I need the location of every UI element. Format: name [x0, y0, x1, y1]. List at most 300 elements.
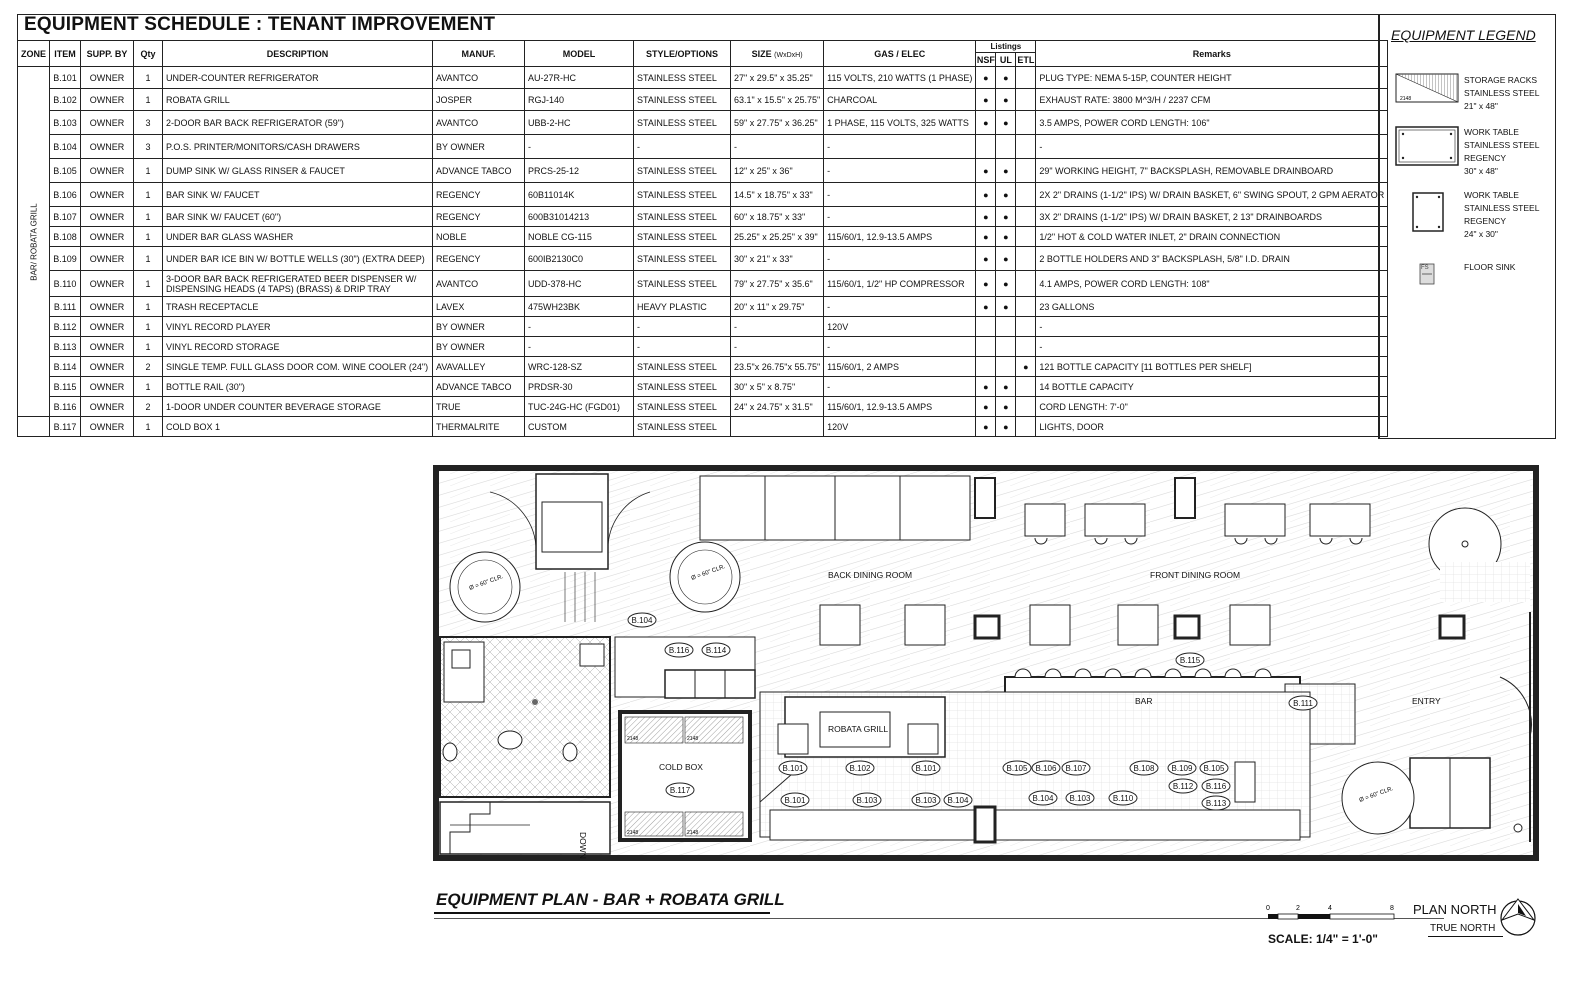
table-row — [18, 417, 1388, 437]
legend-line: WORK TABLE — [1464, 190, 1519, 200]
manufacturer-cell: NOBLE — [433, 227, 525, 247]
header-style: STYLE/OPTIONS — [634, 41, 731, 67]
legend-line: 24" x 30" — [1464, 229, 1498, 239]
description-cell: BOTTLE RAIL (30") — [163, 377, 433, 397]
schedule-title: EQUIPMENT SCHEDULE : TENANT IMPROVEMENT — [24, 14, 496, 35]
description-cell: COLD BOX 1 — [163, 417, 433, 437]
gas-elec-cell: - — [824, 297, 976, 317]
legend-item-label — [1464, 74, 1539, 113]
model-cell: CUSTOM — [525, 417, 634, 437]
remarks-cell: 23 GALLONS — [1036, 297, 1388, 317]
remarks-cell: 14 BOTTLE CAPACITY — [1036, 377, 1388, 397]
gas-elec-cell: CHARCOAL — [824, 89, 976, 111]
schedule-body — [18, 67, 1388, 437]
svg-text:B.105: B.105 — [1006, 764, 1028, 773]
supplier-cell: OWNER — [81, 183, 134, 207]
svg-text:B.117: B.117 — [669, 786, 691, 795]
equipment-tag — [1202, 779, 1230, 793]
table-row — [18, 271, 1388, 297]
legend-item-label — [1464, 261, 1515, 274]
style-cell: - — [634, 337, 731, 357]
model-cell: NOBLE CG-115 — [525, 227, 634, 247]
supplier-cell: OWNER — [81, 417, 134, 437]
ul-cell — [996, 317, 1016, 337]
ul-cell: ● — [996, 271, 1016, 297]
equipment-tag — [944, 793, 972, 807]
bar-label: BAR — [1135, 696, 1153, 706]
svg-text:2148: 2148 — [687, 736, 699, 742]
work-table-icon — [1396, 127, 1458, 165]
qty-cell: 1 — [134, 247, 163, 271]
nsf-cell — [976, 357, 996, 377]
supplier-cell: OWNER — [81, 317, 134, 337]
svg-text:2148: 2148 — [627, 830, 639, 836]
model-cell: - — [525, 337, 634, 357]
header-item: ITEM — [50, 41, 81, 67]
gas-elec-cell: 1 PHASE, 115 VOLTS, 325 WATTS — [824, 111, 976, 135]
item-cell: B.112 — [50, 317, 81, 337]
nsf-cell: ● — [976, 159, 996, 183]
qty-cell: 3 — [134, 135, 163, 159]
model-cell: PRDSR-30 — [525, 377, 634, 397]
size-cell: - — [731, 317, 824, 337]
ul-cell: ● — [996, 89, 1016, 111]
clearance-note: Ø = 60" CLR. — [468, 574, 505, 592]
size-cell: - — [731, 337, 824, 357]
nsf-cell — [976, 337, 996, 357]
description-cell: TRASH RECEPTACLE — [163, 297, 433, 317]
remarks-cell: EXHAUST RATE: 3800 M^3/H / 2237 CFM — [1036, 89, 1388, 111]
gas-elec-cell: - — [824, 183, 976, 207]
remarks-cell: PLUG TYPE: NEMA 5-15P, COUNTER HEIGHT — [1036, 67, 1388, 89]
nsf-cell: ● — [976, 377, 996, 397]
ul-cell: ● — [996, 417, 1016, 437]
true-north-label: TRUE NORTH — [1430, 923, 1496, 934]
etl-cell — [1016, 377, 1036, 397]
table-row — [18, 297, 1388, 317]
description-cell: BAR SINK W/ FAUCET (60") — [163, 207, 433, 227]
style-cell: STAINLESS STEEL — [634, 183, 731, 207]
etl-cell — [1016, 183, 1036, 207]
header-size: SIZE (WxDxH) — [731, 41, 824, 67]
gas-elec-cell: 115 VOLTS, 210 WATTS (1 PHASE) — [824, 67, 976, 89]
qty-cell: 2 — [134, 357, 163, 377]
description-cell: 2-DOOR BAR BACK REFRIGERATOR (59") — [163, 111, 433, 135]
etl-cell — [1016, 67, 1036, 89]
svg-text:Ø = 60" CLR.: Ø = 60" CLR. — [690, 564, 727, 582]
supplier-cell: OWNER — [81, 357, 134, 377]
cold-box-label: COLD BOX — [659, 762, 703, 772]
ul-cell: ● — [996, 67, 1016, 89]
ul-cell: ● — [996, 207, 1016, 227]
manufacturer-cell: AVAVALLEY — [433, 357, 525, 377]
remarks-cell: 29" WORKING HEIGHT, 7" BACKSPLASH, REMOVABLE DRAINBOARD — [1036, 159, 1388, 183]
model-cell: PRCS-25-12 — [525, 159, 634, 183]
model-cell: AU-27R-HC — [525, 67, 634, 89]
remarks-cell: 3.5 AMPS, POWER CORD LENGTH: 106" — [1036, 111, 1388, 135]
qty-cell: 1 — [134, 159, 163, 183]
item-cell: B.116 — [50, 397, 81, 417]
header-etl: ETL — [1017, 54, 1035, 65]
entry-label: ENTRY — [1412, 696, 1441, 706]
size-cell: 25.25" x 25.25" x 39" — [731, 227, 824, 247]
supplier-cell: OWNER — [81, 111, 134, 135]
equipment-tag — [1168, 761, 1196, 775]
qty-cell: 1 — [134, 67, 163, 89]
size-cell: 14.5" x 18.75" x 33" — [731, 183, 824, 207]
style-cell: STAINLESS STEEL — [634, 89, 731, 111]
etl-cell — [1016, 247, 1036, 271]
table-row — [18, 357, 1388, 377]
equipment-tag — [779, 761, 807, 775]
etl-cell — [1016, 89, 1036, 111]
model-cell: - — [525, 317, 634, 337]
rack-code: 2148 — [1400, 96, 1412, 102]
nsf-cell: ● — [976, 397, 996, 417]
svg-text:B.113: B.113 — [1205, 799, 1227, 808]
style-cell: STAINLESS STEEL — [634, 357, 731, 377]
etl-cell — [1016, 207, 1036, 227]
model-cell: - — [525, 135, 634, 159]
equipment-tag — [912, 793, 940, 807]
scale-label: SCALE: 1/4" = 1'-0" — [1268, 932, 1378, 946]
svg-text:B.116: B.116 — [668, 646, 690, 655]
zone-cell — [18, 417, 50, 437]
nsf-cell: ● — [976, 271, 996, 297]
table-row — [18, 337, 1388, 357]
style-cell: STAINLESS STEEL — [634, 67, 731, 89]
nsf-cell: ● — [976, 297, 996, 317]
etl-cell — [1016, 397, 1036, 417]
equipment-tag — [1289, 696, 1317, 710]
manufacturer-cell: REGENCY — [433, 247, 525, 271]
style-cell: STAINLESS STEEL — [634, 271, 731, 297]
etl-cell: ● — [1016, 357, 1036, 377]
size-cell: - — [731, 135, 824, 159]
equipment-floor-plan — [430, 462, 1550, 867]
scale-tick: 8 — [1390, 905, 1394, 912]
table-row — [18, 207, 1388, 227]
equipment-tag — [912, 761, 940, 775]
size-cell: 12" x 25" x 36" — [731, 159, 824, 183]
equipment-tag — [702, 643, 730, 657]
header-ul: UL — [996, 53, 1016, 67]
size-cell: 24" x 24.75" x 31.5" — [731, 397, 824, 417]
gas-elec-cell: 115/60/1, 1/2" HP COMPRESSOR — [824, 271, 976, 297]
remarks-cell: - — [1036, 135, 1388, 159]
size-cell: 63.1" x 15.5" x 25.75" — [731, 89, 824, 111]
equipment-tag — [1032, 761, 1060, 775]
qty-cell: 1 — [134, 297, 163, 317]
plan-title-underline — [434, 912, 770, 914]
equipment-tag — [628, 613, 656, 627]
style-cell: STAINLESS STEEL — [634, 377, 731, 397]
etl-cell — [1016, 111, 1036, 135]
model-cell: RGJ-140 — [525, 89, 634, 111]
ul-cell — [996, 135, 1016, 159]
svg-text:B.107: B.107 — [1065, 764, 1087, 773]
model-cell: 475WH23BK — [525, 297, 634, 317]
description-cell: BAR SINK W/ FAUCET — [163, 183, 433, 207]
svg-text:B.101: B.101 — [784, 796, 806, 805]
description-cell: SINGLE TEMP. FULL GLASS DOOR COM. WINE COOLER (24") — [163, 357, 433, 377]
down-label: DOWN — [578, 832, 588, 859]
zone-cell — [18, 67, 50, 417]
equipment-tag — [1200, 761, 1228, 775]
nsf-cell: ● — [976, 67, 996, 89]
supplier-cell: OWNER — [81, 247, 134, 271]
manufacturer-cell: REGENCY — [433, 207, 525, 227]
legend-line: REGENCY — [1464, 153, 1507, 163]
header-zone: ZONE — [18, 41, 50, 67]
manufacturer-cell: REGENCY — [433, 183, 525, 207]
remarks-cell: 3X 2" DRAINS (1-1/2" IPS) W/ DRAIN BASKET, 2 13" DRAINBOARDS — [1036, 207, 1388, 227]
scale-tick: 2 — [1296, 905, 1300, 912]
manufacturer-cell: THERMALRITE — [433, 417, 525, 437]
nsf-cell: ● — [976, 183, 996, 207]
manufacturer-cell: AVANTCO — [433, 271, 525, 297]
ul-cell: ● — [996, 377, 1016, 397]
header-listings: Listings — [976, 41, 1036, 53]
item-cell: B.114 — [50, 357, 81, 377]
style-cell: HEAVY PLASTIC — [634, 297, 731, 317]
work-table-small-icon — [1413, 193, 1443, 231]
stair-area — [440, 802, 610, 859]
manufacturer-cell: AVANTCO — [433, 111, 525, 135]
manufacturer-cell: BY OWNER — [433, 317, 525, 337]
nsf-cell: ● — [976, 207, 996, 227]
nsf-cell — [976, 135, 996, 159]
plan-title: EQUIPMENT PLAN - BAR + ROBATA GRILL — [436, 890, 785, 909]
qty-cell: 1 — [134, 337, 163, 357]
manufacturer-cell: BY OWNER — [433, 135, 525, 159]
style-cell: STAINLESS STEEL — [634, 159, 731, 183]
ul-cell: ● — [996, 111, 1016, 135]
item-cell: B.115 — [50, 377, 81, 397]
item-cell: B.106 — [50, 183, 81, 207]
equipment-tag — [1109, 791, 1137, 805]
table-row — [18, 183, 1388, 207]
qty-cell: 1 — [134, 227, 163, 247]
item-cell: B.117 — [50, 417, 81, 437]
qty-cell: 1 — [134, 89, 163, 111]
manufacturer-cell: TRUE — [433, 397, 525, 417]
description-cell: VINYL RECORD STORAGE — [163, 337, 433, 357]
svg-text:B.112: B.112 — [1172, 782, 1194, 791]
equipment-tag — [846, 761, 874, 775]
table-row — [18, 397, 1388, 417]
ul-cell: ● — [996, 159, 1016, 183]
table-row — [18, 135, 1388, 159]
plan-north-label: PLAN NORTH — [1413, 902, 1497, 917]
qty-cell: 1 — [134, 271, 163, 297]
legend-line: STAINLESS STEEL — [1464, 203, 1540, 213]
svg-text:B.111: B.111 — [1293, 699, 1313, 708]
svg-text:B.115: B.115 — [1179, 656, 1201, 665]
size-cell: 30" x 21" x 33" — [731, 247, 824, 271]
remarks-cell: - — [1036, 337, 1388, 357]
table-row — [18, 89, 1388, 111]
header-description: DESCRIPTION — [163, 41, 433, 67]
size-cell: 59" x 27.75" x 36.25" — [731, 111, 824, 135]
header-qty: Qty — [134, 41, 163, 67]
header-model: MODEL — [525, 41, 634, 67]
gas-elec-cell: - — [824, 377, 976, 397]
svg-text:B.103: B.103 — [1069, 794, 1091, 803]
item-cell: B.108 — [50, 227, 81, 247]
header-nsf: NSF — [976, 54, 995, 65]
legend-line: STAINLESS STEEL — [1464, 88, 1540, 98]
legend-line: STAINLESS STEEL — [1464, 140, 1540, 150]
supplier-cell: OWNER — [81, 159, 134, 183]
legend-line: 21" x 48" — [1464, 101, 1498, 111]
header-manufacturer: MANUF. — [433, 41, 525, 67]
etl-cell — [1016, 271, 1036, 297]
style-cell: - — [634, 135, 731, 159]
legend-line: 30" x 48" — [1464, 166, 1498, 176]
nsf-cell: ● — [976, 417, 996, 437]
ul-cell: ● — [996, 227, 1016, 247]
etl-cell — [1016, 227, 1036, 247]
cold-box-walkin — [620, 712, 750, 840]
qty-cell: 1 — [134, 183, 163, 207]
item-cell: B.109 — [50, 247, 81, 271]
qty-cell: 2 — [134, 397, 163, 417]
qty-cell: 3 — [134, 111, 163, 135]
item-cell: B.107 — [50, 207, 81, 227]
size-cell: 23.5"x 26.75"x 55.75" — [731, 357, 824, 377]
equipment-tag — [1169, 779, 1197, 793]
model-cell: UBB-2-HC — [525, 111, 634, 135]
etl-cell — [1016, 317, 1036, 337]
legend-line: FLOOR SINK — [1464, 262, 1516, 272]
gas-elec-cell: - — [824, 207, 976, 227]
scale-tick: 0 — [1266, 905, 1270, 912]
remarks-cell: - — [1036, 317, 1388, 337]
supplier-cell: OWNER — [81, 227, 134, 247]
nsf-cell: ● — [976, 111, 996, 135]
equipment-tag — [1066, 791, 1094, 805]
equipment-tag — [666, 783, 694, 797]
table-row — [18, 67, 1388, 89]
supplier-cell: OWNER — [81, 377, 134, 397]
description-cell: P.O.S. PRINTER/MONITORS/CASH DRAWERS — [163, 135, 433, 159]
gas-elec-cell: 120V — [824, 417, 976, 437]
etl-cell — [1016, 337, 1036, 357]
style-cell: STAINLESS STEEL — [634, 247, 731, 271]
qty-cell: 1 — [134, 207, 163, 227]
header-remarks: Remarks — [1036, 41, 1388, 67]
qty-cell: 1 — [134, 417, 163, 437]
size-cell: 20" x 11" x 29.75" — [731, 297, 824, 317]
item-cell: B.102 — [50, 89, 81, 111]
north-underline — [1428, 936, 1503, 937]
north-arrow-icon — [1496, 896, 1540, 940]
legend-line: WORK TABLE — [1464, 127, 1519, 137]
item-cell: B.113 — [50, 337, 81, 357]
model-cell: TUC-24G-HC (FGD01) — [525, 397, 634, 417]
style-cell: STAINLESS STEEL — [634, 227, 731, 247]
model-cell: 60B11014K — [525, 183, 634, 207]
equipment-tag — [1176, 653, 1204, 667]
gas-elec-cell: - — [824, 159, 976, 183]
legend-line: REGENCY — [1464, 216, 1507, 226]
header-gas-elec: GAS / ELEC — [824, 41, 976, 67]
ul-cell: ● — [996, 297, 1016, 317]
gas-elec-cell: - — [824, 247, 976, 271]
table-row — [18, 111, 1388, 135]
back-dining-room-label: BACK DINING ROOM — [828, 570, 913, 580]
item-cell: B.105 — [50, 159, 81, 183]
nsf-cell: ● — [976, 227, 996, 247]
table-row — [18, 247, 1388, 271]
remarks-cell: 121 BOTTLE CAPACITY [11 BOTTLES PER SHELF] — [1036, 357, 1388, 377]
manufacturer-cell: JOSPER — [433, 89, 525, 111]
svg-text:2148: 2148 — [687, 830, 699, 836]
equipment-tag — [665, 643, 693, 657]
remarks-cell: 2X 2" DRAINS (1-1/2" IPS) W/ DRAIN BASKET, 6" SWING SPOUT, 2 GPM AERATOR — [1036, 183, 1388, 207]
style-cell: STAINLESS STEEL — [634, 417, 731, 437]
etl-cell — [1016, 417, 1036, 437]
size-cell: 79" x 27.75" x 35.6" — [731, 271, 824, 297]
size-cell: 27" x 29.5" x 35.25" — [731, 67, 824, 89]
style-cell: STAINLESS STEEL — [634, 111, 731, 135]
restroom-area — [440, 637, 610, 797]
item-cell: B.103 — [50, 111, 81, 135]
table-row — [18, 159, 1388, 183]
remarks-cell: 4.1 AMPS, POWER CORD LENGTH: 108" — [1036, 271, 1388, 297]
svg-text:B.101: B.101 — [915, 764, 937, 773]
equipment-tag — [853, 793, 881, 807]
legend-item-label — [1464, 189, 1539, 241]
gas-elec-cell: 115/60/1, 12.9-13.5 AMPS — [824, 397, 976, 417]
description-cell: UNDER BAR ICE BIN W/ BOTTLE WELLS (30") (EXTRA DEEP) — [163, 247, 433, 271]
description-cell: 3-DOOR BAR BACK REFRIGERATED BEER DISPENSER W/ DISPENSING HEADS (4 TAPS) (BRASS) & DRIP TRAY — [163, 271, 433, 297]
equipment-tag — [1130, 761, 1158, 775]
ul-cell: ● — [996, 183, 1016, 207]
ul-cell — [996, 357, 1016, 377]
item-cell: B.101 — [50, 67, 81, 89]
manufacturer-cell: BY OWNER — [433, 337, 525, 357]
svg-text:FS: FS — [1421, 265, 1429, 271]
model-cell: 600B31014213 — [525, 207, 634, 227]
manufacturer-cell: ADVANCE TABCO — [433, 159, 525, 183]
supplier-cell: OWNER — [81, 297, 134, 317]
svg-text:2148: 2148 — [627, 736, 639, 742]
supplier-cell: OWNER — [81, 135, 134, 159]
zone-label: BAR/ ROBATA GRILL — [29, 202, 38, 281]
supplier-cell: OWNER — [81, 207, 134, 227]
scale-tick: 4 — [1328, 905, 1332, 912]
etl-cell — [1016, 297, 1036, 317]
manufacturer-cell: AVANTCO — [433, 67, 525, 89]
equipment-tag — [1003, 761, 1031, 775]
style-cell: - — [634, 317, 731, 337]
style-cell: STAINLESS STEEL — [634, 397, 731, 417]
floor-sink-icon — [1420, 264, 1434, 284]
size-cell — [731, 417, 824, 437]
item-cell: B.110 — [50, 271, 81, 297]
equipment-tag — [1062, 761, 1090, 775]
equipment-tag — [1202, 796, 1230, 810]
nsf-cell: ● — [976, 89, 996, 111]
size-cell: 30" x 5" x 8.75" — [731, 377, 824, 397]
gas-elec-cell: 115/60/1, 12.9-13.5 AMPS — [824, 227, 976, 247]
svg-text:B.103: B.103 — [856, 796, 878, 805]
robata-grill-label: ROBATA GRILL — [828, 724, 889, 734]
size-cell: 60" x 18.75" x 33" — [731, 207, 824, 227]
svg-text:B.102: B.102 — [849, 764, 871, 773]
